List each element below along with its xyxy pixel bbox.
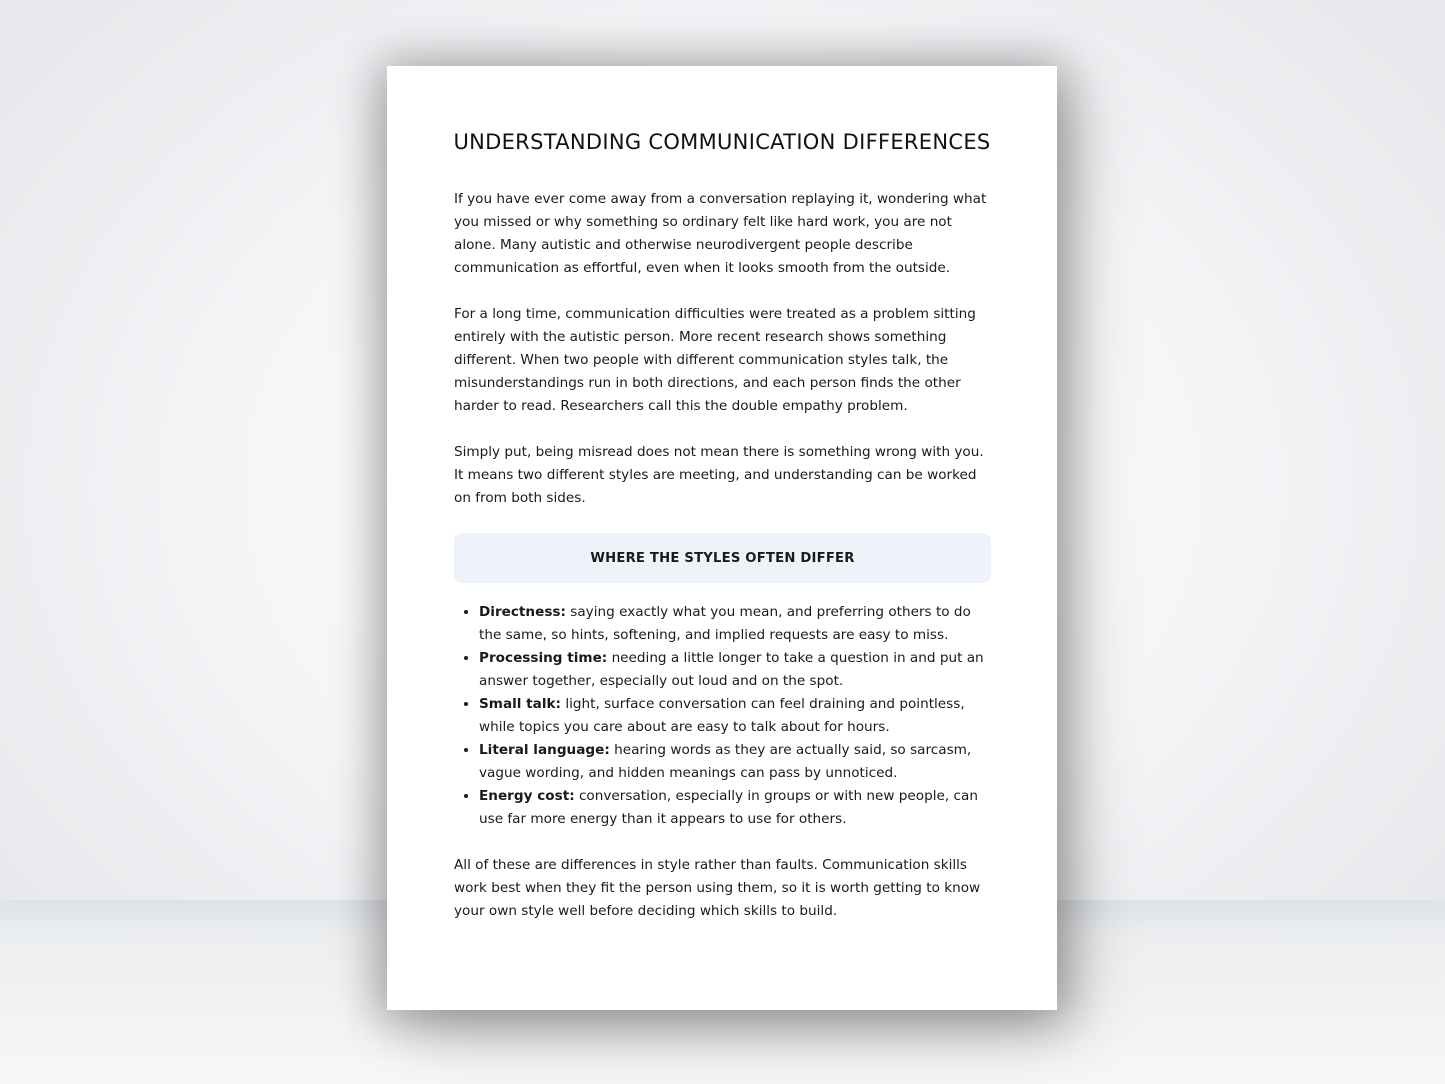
- list-item-text: saying exactly what you mean, and preferring others to do the same, so hints, softening, and implied requests are easy to miss.: [479, 604, 971, 643]
- list-item: [479, 601, 991, 647]
- list-item-term: Directness:: [479, 604, 566, 620]
- list-item-text: needing a little longer to take a question in and put an answer together, especially out loud and on the spot.: [479, 650, 984, 689]
- section-callout: WHERE THE STYLES OFTEN DIFFER: [454, 533, 991, 583]
- document-page: [387, 66, 1057, 1010]
- list-item-text: conversation, especially in groups or with new people, can use far more energy than it appears to use for others.: [479, 788, 978, 827]
- list-item: [479, 785, 991, 831]
- list-item: [479, 647, 991, 693]
- list-item-term: Energy cost:: [479, 788, 575, 804]
- list-item-text: hearing words as they are actually said, so sarcasm, vague wording, and hidden meanings can pass by unnoticed.: [479, 742, 972, 781]
- intro-paragraph: If you have ever come away from a conversation replaying it, wondering what you missed or why something so ordinary felt like hard work, you are not alone. Many autistic and otherwise neurodivergent people describe communication as effortful, even when it looks smooth from the outside.: [454, 191, 987, 276]
- list-item: [479, 739, 991, 785]
- page-content: [454, 188, 991, 946]
- page-title: UNDERSTANDING COMMUNICATION DIFFERENCES: [453, 130, 991, 154]
- research-paragraph: For a long time, communication difficulties were treated as a problem sitting entirely with the autistic person. More recent research shows something different. When two people with different communication styles talk, the misunderstandings run in both directions, and each person finds the other harder to read. Researchers call this the double empathy problem.: [454, 306, 976, 414]
- style-differences-list: [454, 601, 991, 831]
- list-item-term: Small talk:: [479, 696, 561, 712]
- list-item-term: Literal language:: [479, 742, 610, 758]
- list-item-text: light, surface conversation can feel draining and pointless, while topics you care about are easy to talk about for hours.: [479, 696, 965, 735]
- list-item: [479, 693, 991, 739]
- closing-paragraph: All of these are differences in style rather than faults. Communication skills work best when they fit the person using them, so it is worth getting to know your own style well before deciding which skills to build.: [454, 857, 981, 919]
- summary-paragraph: Simply put, being misread does not mean there is something wrong with you. It means two different styles are meeting, and understanding can be worked on from both sides.: [454, 444, 984, 506]
- list-item-term: Processing time:: [479, 650, 608, 666]
